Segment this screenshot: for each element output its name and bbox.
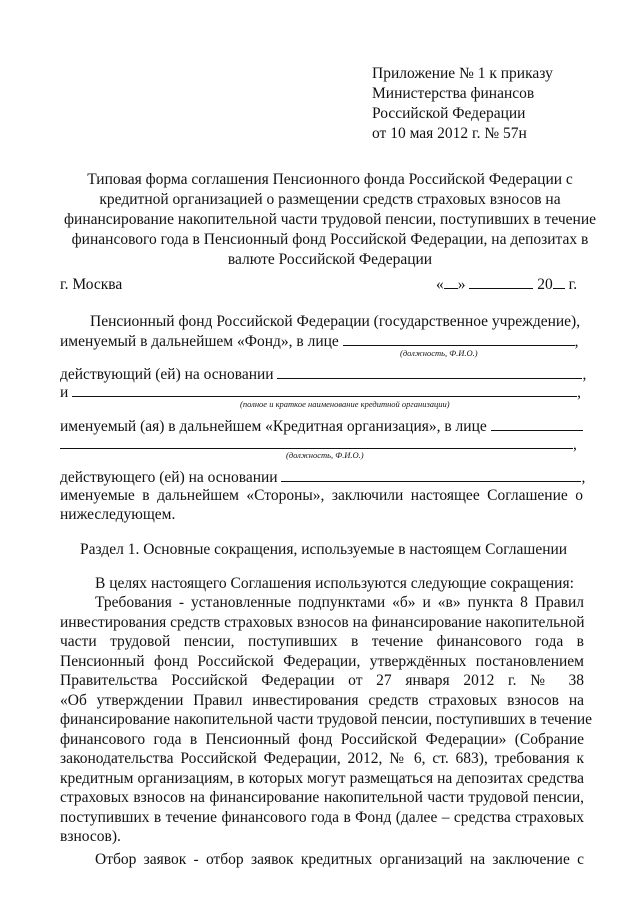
paragraph-line: Пенсионный фонд Российской Федерации, утверждённых постановлением xyxy=(60,652,584,670)
document-title xyxy=(60,170,600,270)
bank-rep-text: именуемый (ая) в дальнейшем «Кредитная организация», в лице xyxy=(60,418,487,435)
year-blank xyxy=(553,287,565,289)
paragraph-line: части трудовой пенсии, поступивших в течение финансового года в xyxy=(60,633,584,650)
title-line: кредитной организацией о размещении средств страховых взносов на xyxy=(99,191,561,208)
comma: , xyxy=(582,366,587,383)
appendix-line: от 10 мая 2012 г. № 57н xyxy=(372,125,527,142)
paragraph-line: финансового года в Пенсионный фонд Российской Федерации» (Собрание xyxy=(60,730,584,748)
section-intro: В целях настоящего Соглашения используются следующие сокращения: xyxy=(95,575,574,592)
comma: , xyxy=(573,436,577,453)
paragraph-line: финансирование накопительной части трудовой пенсии, поступивших в течение xyxy=(60,711,592,728)
basis-text-2: действующего (ей) на основании xyxy=(60,469,278,486)
party-fund-line2 xyxy=(60,333,579,351)
city: г. Москва xyxy=(60,276,123,293)
basis-line xyxy=(60,366,586,384)
parties-line-end: нижеследующем. xyxy=(60,506,176,523)
paragraph-line: поступивших в течение финансового года в Фонд (далее – средства страховых xyxy=(60,808,584,826)
year-suffix: г. xyxy=(568,276,578,293)
paragraph-line: законодательства Российской Федерации, 2012, № 6, ст. 683), требования к xyxy=(60,750,584,767)
title-line: Типовая форма соглашения Пенсионного фонда Российской Федерации с xyxy=(87,171,573,188)
basis-blank-2 xyxy=(281,480,581,482)
basis-blank xyxy=(277,377,582,379)
appendix-line: Российской Федерации xyxy=(372,105,526,122)
bank-rep-line xyxy=(60,418,583,436)
year-prefix: 20 xyxy=(537,276,553,293)
title-line: финансового года в Пенсионный фонд Российской Федерации, на депозитах в xyxy=(71,231,589,248)
party-fund-text: именуемый в дальнейшем «Фонд», в лице xyxy=(60,333,339,350)
quote-open: « xyxy=(436,276,444,293)
quote-close: » xyxy=(457,276,466,293)
paragraph-line: «Об утверждении Правил инвестирования средств страховых взносов на xyxy=(60,691,584,709)
section-heading: Раздел 1. Основные сокращения, используемые в настоящем Соглашении xyxy=(80,541,568,558)
appendix-line: Министерства финансов xyxy=(372,85,535,102)
caption-position: (должность, Ф.И.О.) xyxy=(400,348,478,358)
paragraph-line: Требования - установленные подпунктами «б» и «в» пункта 8 Правил xyxy=(95,594,584,611)
parties-line: именуемые в дальнейшем «Стороны», заключили настоящее Соглашение о xyxy=(60,487,583,504)
comma: , xyxy=(581,469,586,486)
selection-paragraph: Отбор заявок - отбор заявок кредитных организаций на заключение с xyxy=(95,851,584,868)
paragraph-line: инвестирования средств страховых взносов на финансирование накопительной xyxy=(60,613,585,631)
bank-rep-blank2 xyxy=(60,447,573,449)
basis-text: действующий (ей) на основании xyxy=(60,366,274,383)
caption-position: (должность, Ф.И.О.) xyxy=(286,450,364,460)
party-fund-line1: Пенсионный фонд Российской Федерации (государственное учреждение), xyxy=(90,313,581,330)
title-line: валюте Российской Федерации xyxy=(227,251,433,268)
bank-rep-blank xyxy=(491,429,583,431)
paragraph-line: Правительства Российской Федерации от 27 января 2012 г. № 38 xyxy=(60,672,584,689)
date-line xyxy=(436,276,577,294)
requirements-paragraph xyxy=(60,593,592,847)
caption-bank-name: (полное и краткое наименование кредитной организации) xyxy=(240,399,450,409)
paragraph-line: страховых взносов на финансирование накопительной части трудовой пенсии, xyxy=(60,789,584,806)
month-blank xyxy=(469,287,533,289)
and-text: и xyxy=(60,384,69,401)
paragraph-line: взносов). xyxy=(60,828,121,845)
bank-name-blank xyxy=(72,395,577,397)
paragraph-line: кредитным организациям, в которых могут размещаться на депозитах средства xyxy=(60,769,584,787)
fund-representative-blank xyxy=(343,344,575,346)
title-line: финансирование накопительной части трудовой пенсии, поступивших в течение xyxy=(64,211,596,228)
comma: , xyxy=(577,384,582,401)
appendix-line: Приложение № 1 к приказу xyxy=(372,65,553,82)
day-blank xyxy=(444,287,458,289)
appendix-block xyxy=(372,64,553,144)
comma: , xyxy=(574,333,579,350)
basis-line-2 xyxy=(60,469,585,487)
